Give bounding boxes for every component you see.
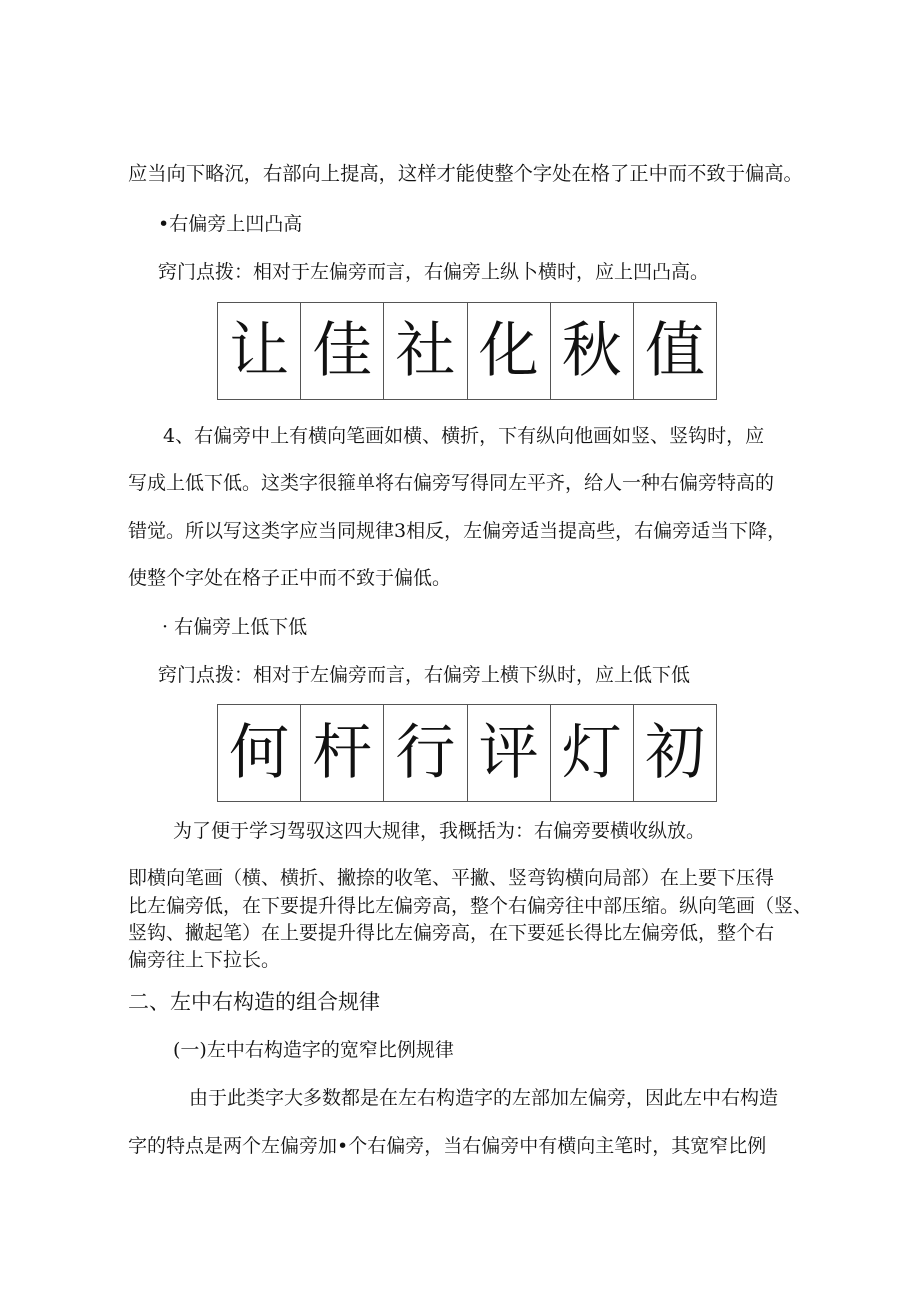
rule-bullet: •右偏旁上凹凸高 [158, 213, 303, 235]
tip-line: 窍门点拨：相对于左偏旁而言，右偏旁上纵卜横时，应上凹凸高。 [158, 261, 710, 283]
character-cell: 社 [384, 303, 467, 399]
character-grid-2 [217, 704, 717, 802]
paragraph-line: 错觉。所以写这类字应当同规律3相反，左偏旁适当提高些，右偏旁适当下降， [128, 520, 787, 542]
subsection-heading: (一)左中右构造字的宽窄比例规律 [173, 1039, 454, 1061]
rule-bullet: · 右偏旁上低下低 [162, 616, 308, 638]
character-cell: 化 [468, 303, 551, 399]
paragraph-line: 由于此类字大多数都是在左右构造字的左部加左偏旁，因此左中右构造 [189, 1087, 779, 1109]
paragraph-line: 写成上低下低。这类字很箍单将右偏旁写得同左平齐，给人一种右偏旁特高的 [128, 472, 775, 494]
character-cell: 灯 [551, 705, 634, 801]
paragraph-line: 4、右偏旁中上有横向笔画如横、横折，下有纵向他画如竖、竖钩时，应 [163, 425, 765, 447]
character-cell: 评 [468, 705, 551, 801]
summary-line: 为了便于学习驾驭这四大规律，我概括为：右偏旁要横收纵放。 [173, 820, 706, 842]
paragraph-line: 应当向下略沉，右部向上提高，这样才能使整个字处在格了正中而不致于偏高。 [128, 162, 803, 185]
paragraph-line: 即横向笔画（横、横折、撇捺的收笔、平撇、竖弯钩横向局部）在上要下压得 [128, 867, 775, 889]
character-cell: 行 [384, 705, 467, 801]
character-cell: 秋 [551, 303, 634, 399]
character-cell: 让 [218, 303, 301, 399]
paragraph-line: 偏旁往上下拉长。 [128, 949, 281, 971]
character-cell: 佳 [301, 303, 384, 399]
character-grid-1 [217, 302, 717, 400]
paragraph-line: 比左偏旁低，在下要提升得比左偏旁高，整个右偏旁往中部压缩。纵向笔画（竖、 [128, 895, 813, 917]
character-cell: 杆 [301, 705, 384, 801]
character-cell: 何 [218, 705, 301, 801]
character-cell: 值 [644, 316, 705, 386]
paragraph-line: 使整个字处在格子正中而不致于偏低。 [128, 567, 452, 589]
paragraph-line: 字的特点是两个左偏旁加•个右偏旁，当右偏旁中有横向主笔时，其宽窄比例 [128, 1135, 767, 1157]
section-heading: 二、左中右构造的组合规律 [128, 990, 380, 1014]
character-cell: 初 [644, 718, 705, 788]
tip-line: 窍门点拨：相对于左偏旁而言，右偏旁上横下纵时，应上低下低 [158, 664, 691, 686]
paragraph-line: 竖钩、撇起笔）在上要提升得比左偏旁高，在下要延长得比左偏旁低，整个右 [128, 922, 775, 944]
